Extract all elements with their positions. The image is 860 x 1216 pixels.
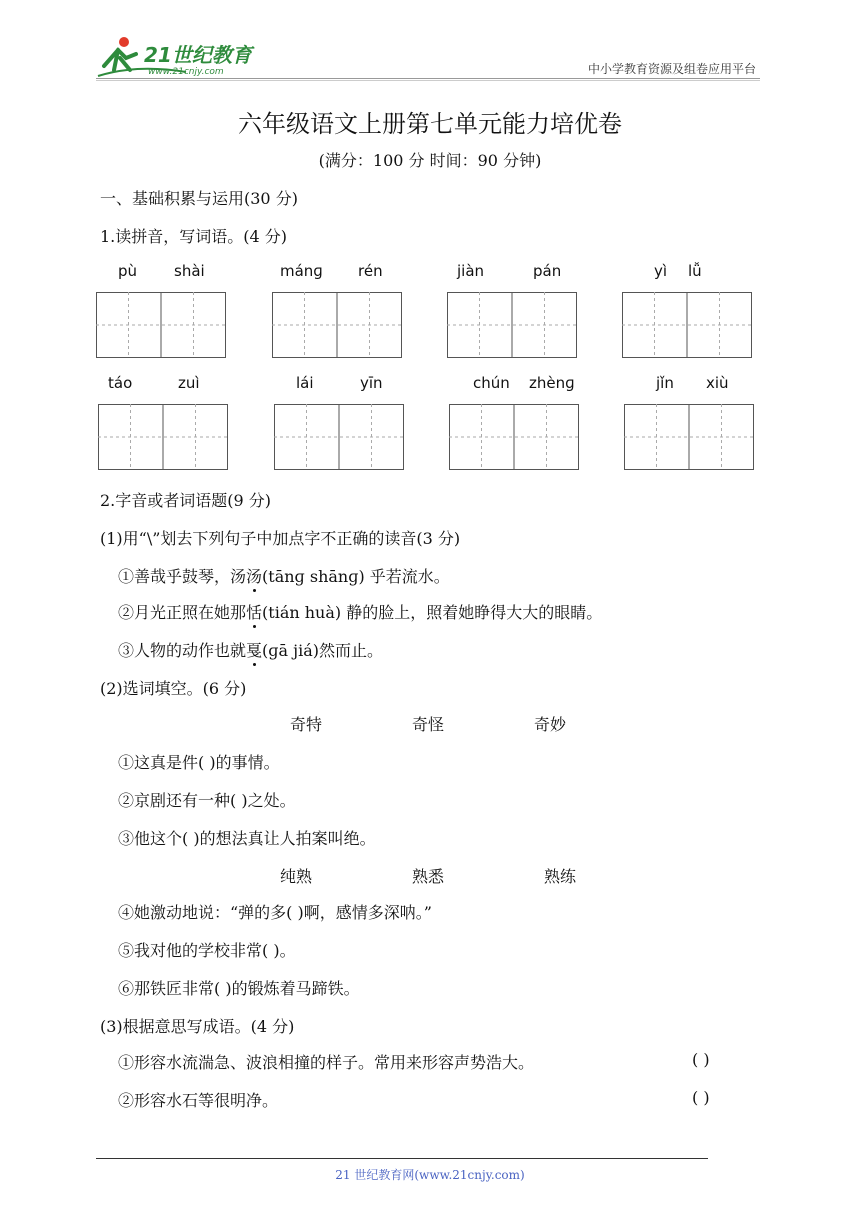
word-choice: 熟悉	[412, 867, 445, 886]
page-title: 六年级语文上册第七单元能力培优卷	[238, 110, 622, 138]
pinyin-syllable: mánɡ	[280, 262, 323, 280]
word-choice: 奇特	[290, 715, 323, 734]
logo-url: www.21cnjy.com	[148, 67, 224, 77]
footer-text: 21 世纪教育网(www.21cnjy.com)	[335, 1168, 525, 1182]
pinyin-syllable: yīn	[360, 374, 383, 392]
writing-grid-lines	[622, 292, 752, 358]
dotted-character: 恬	[246, 600, 262, 623]
section-heading: 一、基础积累与运用(30 分)	[100, 189, 298, 208]
pinyin-syllable: zhènɡ	[529, 374, 575, 392]
sentence-item	[118, 638, 383, 661]
word-choice: 熟练	[544, 867, 577, 886]
header-divider	[96, 78, 760, 79]
pinyin-syllable: chún	[473, 374, 510, 392]
pinyin-syllable: shài	[174, 262, 205, 280]
header-platform-text: 中小学教育资源及组卷应用平台	[587, 62, 756, 76]
question-2-3-heading: (3)根据意思写成语。(4 分)	[100, 1017, 295, 1036]
writing-grid[interactable]	[274, 404, 404, 470]
pinyin-syllable: pù	[118, 262, 138, 280]
fill-blank-item: ⑤我对他的学校非常( )。	[118, 941, 296, 960]
sentence-item	[118, 564, 450, 587]
fill-blank-item: ④她激动地说：“弹的多( )啊，感情多深呐。”	[118, 903, 432, 922]
answer-blank[interactable]: ( )	[692, 1088, 710, 1107]
pinyin-syllable: táo	[108, 374, 133, 392]
header-divider-thin	[96, 80, 760, 81]
writing-grid-lines	[449, 404, 579, 470]
sentence-text: ②月光正照在她那	[118, 603, 247, 622]
question-2-1-heading: (1)用“\”划去下列句子中加点字不正确的读音(3 分)	[100, 529, 461, 548]
pinyin-syllable: jǐn	[656, 374, 674, 392]
idiom-meaning: ①形容水流湍急、波浪相撞的样子。常用来形容声势浩大。	[118, 1053, 535, 1072]
sentence-text: (tián huà) 静的脸上，照着她睁得大大的眼睛。	[262, 603, 603, 622]
writing-grid-lines	[272, 292, 402, 358]
sentence-text: (ɡā jiá)然而止。	[262, 641, 384, 660]
question-2-2-heading: (2)选词填空。(6 分)	[100, 679, 247, 698]
writing-grid[interactable]	[96, 292, 226, 358]
writing-grid[interactable]	[447, 292, 577, 358]
fill-blank-item: ③他这个( )的想法真让人拍案叫绝。	[118, 829, 376, 848]
pinyin-syllable: zuì	[178, 374, 200, 392]
word-choice: 奇妙	[534, 715, 567, 734]
writing-grid-lines	[96, 292, 226, 358]
sentence-text: ③人物的动作也就	[118, 641, 247, 660]
pinyin-syllable: yì	[654, 262, 668, 280]
word-choice: 奇怪	[412, 715, 445, 734]
writing-grid-lines	[624, 404, 754, 470]
writing-grid[interactable]	[98, 404, 228, 470]
writing-grid-lines	[274, 404, 404, 470]
logo-text: 21世纪教育	[144, 43, 252, 67]
pinyin-syllable: lái	[296, 374, 314, 392]
footer-divider	[96, 1158, 708, 1159]
writing-grid-lines	[447, 292, 577, 358]
writing-grid-lines	[98, 404, 228, 470]
fill-blank-item: ⑥那铁匠非常( )的锻炼着马蹄铁。	[118, 979, 360, 998]
writing-grid[interactable]	[624, 404, 754, 470]
dotted-character: 戛	[246, 638, 262, 661]
site-logo	[96, 36, 266, 80]
pinyin-syllable: rén	[358, 262, 383, 280]
writing-grid[interactable]	[272, 292, 402, 358]
sentence-item	[118, 600, 602, 623]
fill-blank-item: ①这真是件( )的事情。	[118, 753, 280, 772]
fill-blank-item: ②京剧还有一种( )之处。	[118, 791, 296, 810]
answer-blank[interactable]: ( )	[692, 1050, 710, 1069]
pinyin-syllable: pán	[533, 262, 562, 280]
question-1-heading: 1.读拼音，写词语。(4 分)	[100, 227, 288, 246]
pinyin-syllable: jiàn	[457, 262, 485, 280]
pinyin-syllable: xiù	[706, 374, 729, 392]
question-2-heading: 2.字音或者词语题(9 分)	[100, 491, 272, 510]
pinyin-syllable: lǚ	[688, 262, 702, 280]
idiom-meaning: ②形容水石等很明净。	[118, 1091, 279, 1110]
sentence-text: (tānɡ shānɡ) 乎若流水。	[262, 567, 450, 586]
word-choice: 纯熟	[280, 867, 313, 886]
dotted-character: 汤	[246, 564, 262, 587]
runner-logo-icon	[96, 36, 266, 80]
word-choices	[0, 712, 860, 734]
exam-info: (满分：100 分 时间：90 分钟)	[318, 151, 542, 170]
writing-grid[interactable]	[622, 292, 752, 358]
sentence-text: ①善哉乎鼓琴，汤	[118, 567, 247, 586]
writing-grid[interactable]	[449, 404, 579, 470]
word-choices	[0, 864, 860, 886]
